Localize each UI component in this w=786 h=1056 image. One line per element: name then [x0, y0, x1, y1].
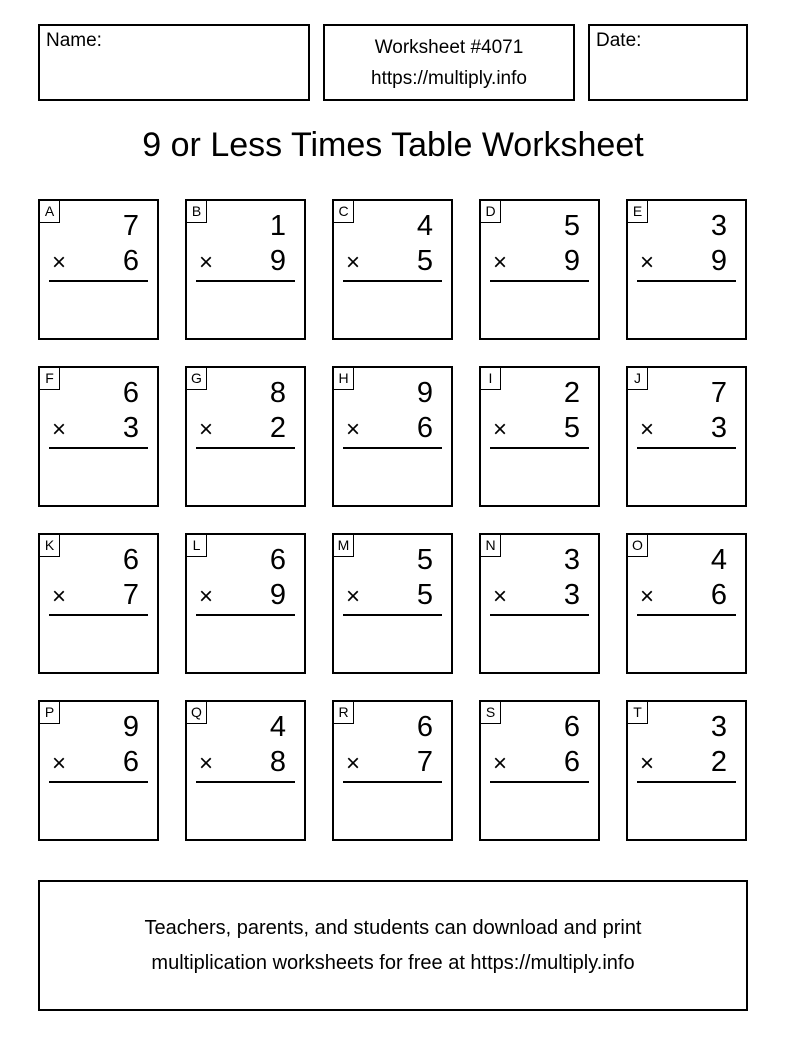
problem-letter: I	[481, 368, 501, 390]
name-label: Name:	[46, 30, 102, 51]
multiplier: 6	[563, 746, 580, 778]
multiplier: 2	[710, 746, 727, 778]
multiplicand: 8	[269, 377, 286, 409]
multiplier: 5	[416, 245, 433, 277]
multiplicand: 5	[563, 210, 580, 242]
multiplier: 7	[122, 579, 139, 611]
answer-line	[343, 781, 442, 783]
multiplier: 5	[416, 579, 433, 611]
problem-card-a[interactable]	[38, 199, 159, 340]
problem-card-j[interactable]	[626, 366, 747, 507]
multiplier: 3	[710, 412, 727, 444]
answer-line	[49, 280, 148, 282]
problem-letter: C	[334, 201, 354, 223]
problem-letter: G	[187, 368, 207, 390]
multiplier: 8	[269, 746, 286, 778]
problem-card-h[interactable]	[332, 366, 453, 507]
times-sign: ×	[640, 249, 655, 276]
multiplier: 9	[563, 245, 580, 277]
answer-line	[637, 781, 736, 783]
multiplier: 6	[416, 412, 433, 444]
multiplicand: 6	[122, 544, 139, 576]
problem-card-t[interactable]	[626, 700, 747, 841]
footer-line-1: Teachers, parents, and students can download and print	[144, 917, 642, 939]
multiplicand: 6	[416, 711, 433, 743]
multiplicand: 4	[269, 711, 286, 743]
problem-letter: K	[40, 535, 60, 557]
multiplier: 6	[122, 245, 139, 277]
times-sign: ×	[52, 416, 67, 443]
answer-line	[490, 614, 589, 616]
worksheet-number: Worksheet #4071	[374, 37, 524, 58]
problem-letter: F	[40, 368, 60, 390]
problem-card-o[interactable]	[626, 533, 747, 674]
answer-line	[49, 614, 148, 616]
problem-card-k[interactable]	[38, 533, 159, 674]
times-sign: ×	[52, 583, 67, 610]
answer-line	[343, 447, 442, 449]
answer-line	[196, 781, 295, 783]
multiplicand: 9	[416, 377, 433, 409]
times-sign: ×	[640, 583, 655, 610]
times-sign: ×	[199, 583, 214, 610]
problem-card-r[interactable]	[332, 700, 453, 841]
times-sign: ×	[346, 249, 361, 276]
answer-line	[343, 280, 442, 282]
problem-card-b[interactable]	[185, 199, 306, 340]
multiplicand: 7	[710, 377, 727, 409]
answer-line	[637, 614, 736, 616]
times-sign: ×	[493, 416, 508, 443]
multiplier: 5	[563, 412, 580, 444]
multiplicand: 3	[710, 711, 727, 743]
date-label: Date:	[596, 30, 642, 51]
multiplier: 9	[710, 245, 727, 277]
times-sign: ×	[640, 416, 655, 443]
problem-card-s[interactable]	[479, 700, 600, 841]
answer-line	[196, 280, 295, 282]
multiplicand: 3	[710, 210, 727, 242]
times-sign: ×	[493, 750, 508, 777]
problem-card-f[interactable]	[38, 366, 159, 507]
multiplier: 6	[122, 746, 139, 778]
multiplier: 3	[122, 412, 139, 444]
multiplicand: 6	[269, 544, 286, 576]
problem-card-c[interactable]	[332, 199, 453, 340]
problem-letter: Q	[187, 702, 207, 724]
times-sign: ×	[199, 416, 214, 443]
times-sign: ×	[199, 249, 214, 276]
problem-card-g[interactable]	[185, 366, 306, 507]
problem-letter: T	[628, 702, 648, 724]
problem-letter: R	[334, 702, 354, 724]
multiplicand: 7	[122, 210, 139, 242]
problem-letter: D	[481, 201, 501, 223]
multiplicand: 1	[269, 210, 286, 242]
multiplier: 6	[710, 579, 727, 611]
multiplicand: 6	[122, 377, 139, 409]
times-sign: ×	[493, 583, 508, 610]
problem-card-q[interactable]	[185, 700, 306, 841]
multiplicand: 3	[563, 544, 580, 576]
multiplicand: 2	[563, 377, 580, 409]
problem-card-i[interactable]	[479, 366, 600, 507]
times-sign: ×	[640, 750, 655, 777]
multiplicand: 4	[710, 544, 727, 576]
times-sign: ×	[52, 249, 67, 276]
problem-letter: P	[40, 702, 60, 724]
times-sign: ×	[199, 750, 214, 777]
name-field-box[interactable]	[38, 24, 310, 101]
answer-line	[637, 447, 736, 449]
problem-letter: L	[187, 535, 207, 557]
page-title: 9 or Less Times Table Worksheet	[142, 126, 644, 164]
problem-letter: E	[628, 201, 648, 223]
problem-card-m[interactable]	[332, 533, 453, 674]
answer-line	[490, 781, 589, 783]
problem-letter: M	[334, 535, 354, 557]
problem-card-d[interactable]	[479, 199, 600, 340]
answer-line	[490, 447, 589, 449]
multiplier: 7	[416, 746, 433, 778]
times-sign: ×	[493, 249, 508, 276]
answer-line	[490, 280, 589, 282]
problem-letter: B	[187, 201, 207, 223]
multiplier: 9	[269, 579, 286, 611]
multiplicand: 5	[416, 544, 433, 576]
multiplicand: 4	[416, 210, 433, 242]
answer-line	[196, 447, 295, 449]
problem-letter: A	[40, 201, 60, 223]
date-field-box[interactable]	[588, 24, 748, 101]
footer-box	[38, 880, 748, 1011]
multiplier: 2	[269, 412, 286, 444]
multiplicand: 6	[563, 711, 580, 743]
problem-card-p[interactable]	[38, 700, 159, 841]
worksheet-info-box	[323, 24, 575, 101]
times-sign: ×	[346, 583, 361, 610]
answer-line	[49, 447, 148, 449]
answer-line	[196, 614, 295, 616]
problem-letter: J	[628, 368, 648, 390]
problem-card-n[interactable]	[479, 533, 600, 674]
worksheet-url: https://multiply.info	[371, 68, 527, 89]
multiplier: 9	[269, 245, 286, 277]
answer-line	[49, 781, 148, 783]
times-sign: ×	[52, 750, 67, 777]
footer-line-2: multiplication worksheets for free at https://multiply.info	[151, 952, 635, 974]
problem-letter: H	[334, 368, 354, 390]
answer-line	[343, 614, 442, 616]
problem-letter: O	[628, 535, 648, 557]
multiplier: 3	[563, 579, 580, 611]
problem-letter: N	[481, 535, 501, 557]
problem-letter: S	[481, 702, 501, 724]
times-sign: ×	[346, 750, 361, 777]
answer-line	[637, 280, 736, 282]
problem-card-e[interactable]	[626, 199, 747, 340]
times-sign: ×	[346, 416, 361, 443]
problem-card-l[interactable]	[185, 533, 306, 674]
multiplicand: 9	[122, 711, 139, 743]
